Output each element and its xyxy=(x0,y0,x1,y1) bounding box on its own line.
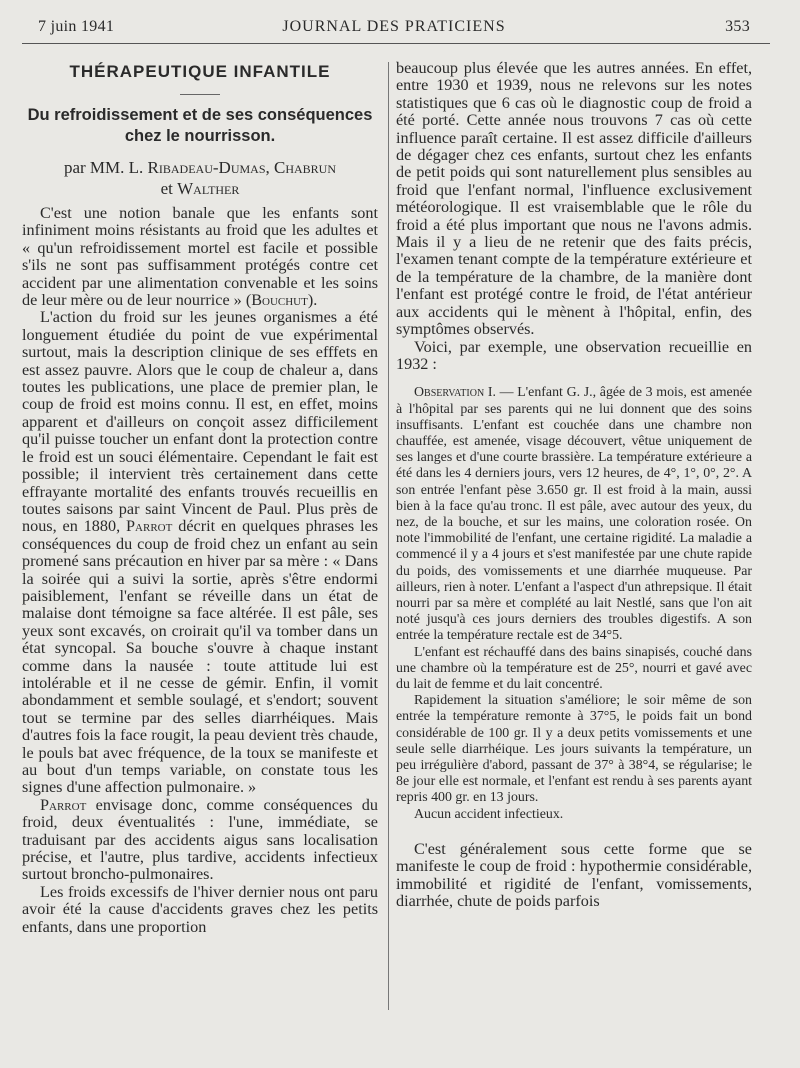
journal-name: JOURNAL DES PRATICIENS xyxy=(282,18,506,35)
running-header xyxy=(38,18,750,40)
authors-prefix: par MM. L. xyxy=(63,158,148,177)
authors-separator: , xyxy=(265,158,274,177)
observation-label: Observation I. xyxy=(414,385,496,401)
observation-paragraph: L'enfant est réchauffé dans des bains sinapisés, couché dans une chambre où la température est de 25°, nourri et gavé avec du lait de femme et du lait concentré. xyxy=(396,644,752,692)
author-mention: Parrot xyxy=(126,517,173,536)
author-name: Walther xyxy=(177,179,240,198)
header-rule xyxy=(22,43,770,44)
paragraph: C'est généralement sous cette forme que se manifeste le coup de froid : hypothermie considérable, immobilité et rigidité de l'enfant, vomissements, diarrhée, chute de poids parfois xyxy=(396,839,752,911)
observation-paragraph: Observation I. — L'enfant G. J., âgée de 3 mois, est amenée à l'hôpital par ses parents qui ne lui donnent que des soins insuffisants. L'enfant est couchée dans une chambre non chauffée, est amenée, visage découvert, vêtue uniquement de ses langes et d'une courte brassière. La température extérieure a été dans les 4 derniers jours, vers 12 heures, de 4°, 1°, 0°, 2°. A son entrée l'enfant pèse 3.650 gr. Il est froid à la main, aussi bien à la face qu'au tronc. Il est pâle, avec autour des yeux, du nez, de la bouche, et sur les mains, une coloration rosée. On note l'immobilité de l'enfant, une certaine rigidité. La maladie a commencé il y a 4 jours et s'est manifestée par une chute rapide du poids, des vomissements et une diarrhée muqueuse. Par ailleurs, rien à noter. L'enfant a l'aspect d'un athrepsique. Il était nourri par sa mère et complété au lait Nestlé, sans que l'on ait noté jusqu'à ces jours derniers des troubles digestifs. A son entrée la température rectale est de 34°5. xyxy=(396,385,752,644)
paragraph: Parrot envisage donc, comme conséquences du froid, deux éventualités : l'une, immédiate, se traduisant par des accidents aigus sans localisation précise, et l'autre, plus tardive, accidents infectieux surtout broncho-pulmonaires. xyxy=(22,795,378,884)
article-title: Du refroidissement et de ses conséquences chez le nourrisson. xyxy=(27,106,373,145)
column-divider xyxy=(388,62,389,1010)
paragraph: C'est une notion banale que les enfants sont infiniment moins résistants au froid que les adultes et « qu'un refroidissement mortel est facile et possible s'ils ne sont pas suffisamment protégés contre cet accident par une alimentation convenable et les soins de leur mère ou de leur nourrice » (Bouchut). xyxy=(22,204,378,310)
paragraph: Voici, par exemple, une observation recueillie en 1932 : xyxy=(396,337,752,373)
section-rule xyxy=(180,94,220,95)
author-mention: Parrot xyxy=(40,795,87,814)
paragraph: beaucoup plus élevée que les autres années. En effet, entre 1930 et 1939, nous ne relevons sur les notes statistiques que 6 cas où le diagnostic coup de froid a été porté. Cette année nous trouvons 7 cas où cette influence paraît certaine. Il est assez difficile d'ailleurs de dégager chez ces enfants, surtout chez les enfants de petit poids qui sont naturellement plus sensibles au froid que l'enfant normal, l'influence exclusivement météorologique. Il est vraisemblable que le rôle du froid a été plus important que nous ne l'avons admis. Mais il y a lieu de ne retenir que des faits précis, l'examen tenant compte de la température extérieure et de la température de la chambre, de la manière dont l'enfant est protégé contre le froid, de l'état antérieur aux accidents qui le mènent à l'hôpital, enfin, des symptômes observés. xyxy=(396,59,752,339)
right-column xyxy=(396,60,752,1058)
author-name: Chabrun xyxy=(274,158,337,177)
author-name: Ribadeau-Dumas xyxy=(147,158,266,177)
left-column xyxy=(22,60,378,1058)
observation-paragraph: Rapidement la situation s'améliore; le soir même de son entrée la température remonte à 37°5, le poids fait un bond considérable de 100 gr. Il y a deux petits vomissements et une seule selle diarrhéique. Les jours suivants la température, un peu irrégulière d'abord, passant de 37° à 38°4, se régularise; le 8e jour elle est normale, et l'enfant est rendu à ses parents ayant repris 400 gr. en 13 jours. xyxy=(396,693,752,806)
observation-paragraph: Aucun accident infectieux. xyxy=(414,806,564,822)
section-title: THÉRAPEUTIQUE INFANTILE xyxy=(69,62,331,81)
page-number: 353 xyxy=(725,18,750,35)
citation: Bouchut xyxy=(251,291,308,310)
article-authors xyxy=(22,157,378,199)
paragraph: Les froids excessifs de l'hiver dernier nous ont paru avoir été la cause d'accidents graves chez les petits enfants, dans une proportion xyxy=(22,882,378,936)
authors-separator: et xyxy=(160,179,178,198)
paragraph: L'action du froid sur les jeunes organismes a été longuement étudiée du point de vue expérimental surtout, mais la description clinique de ses efffets en est assez pauvre. Alors que le coup de chaleur a, dans toutes les publications, une place de premier plan, le coup de froid est moins connu. Il est, en effet, moins apparent et d'ailleurs on conçoit assez difficilement qu'il puisse toucher un enfant dont la protection contre le froid est un souci élémentaire. Cependant le fait est possible; il intervient très certainement dans cette effrayante mortalité des enfants trouvés recueillis en toutes saisons par saint Vincent de Paul. Plus près de nous, en 1880, Parrot décrit en quelques phrases les conséquences du coup de froid chez un enfant au sein promené sans précaution en hiver par sa mère : « Dans la soirée qui a suivi la sortie, après s'être endormi paisiblement, l'enfant se réveille dans un état de malaise dont témoigne sa face altérée. Il est pâle, ses yeux sont excavés, on croirait qu'il va tomber dans un état syncopal. Sa bouche s'ouvre à chaque instant comme dans la nausée : toute attitude lui est intolérable et il ne cesse de gémir. Enfin, il vomit abondamment et semble soulagé, et s'endort; souvent tout se termine par des selles diarrhéiques. Mais d'autres fois la face rougit, la peau devient très chaude, le pouls bat avec fréquence, de la toux se manifeste et au bout d'un temps variable, on constate tous les signes d'une affection pulmonaire. » xyxy=(22,308,379,797)
issue-date: 7 juin 1941 xyxy=(38,18,115,35)
